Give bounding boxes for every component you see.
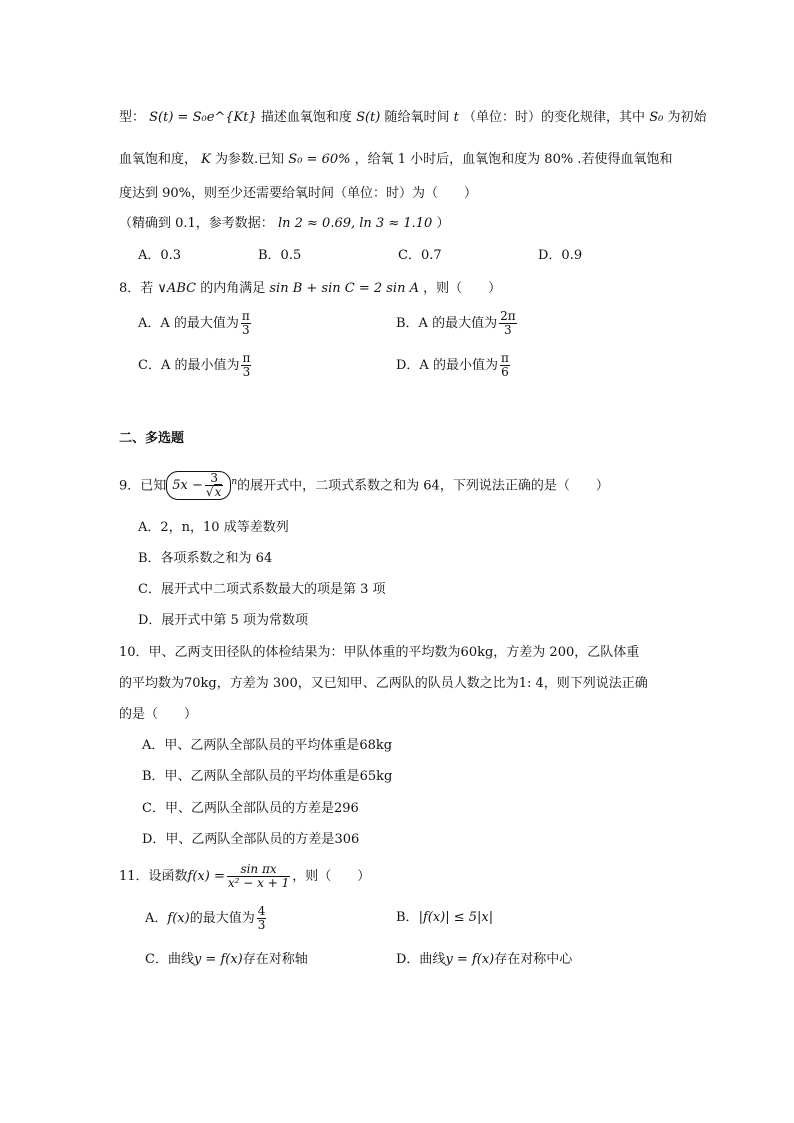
q7-line2-formula: S₀ = 60% (288, 152, 351, 167)
q7-note-b: ） (436, 216, 450, 231)
q10-option-d[interactable] (142, 830, 359, 850)
q8-stem-b: 的内角满足 (200, 281, 266, 296)
q7-line2-80: 80% (544, 152, 574, 167)
q8-option-b-den: 3 (504, 323, 512, 337)
q7-option-d[interactable]: D．0.9 (538, 248, 583, 263)
q10-line1-a: 10．甲、乙两支田径队的体检结果为：甲队体重的平均数为 (119, 645, 461, 660)
q7-line2-a: 血氧饱和度， (119, 152, 198, 167)
q10-option-b-val: 65kg (359, 769, 393, 784)
q8-option-d[interactable] (396, 352, 512, 379)
q11-option-c[interactable] (145, 950, 308, 970)
q11-option-a-fraction (257, 905, 267, 932)
q11-option-d-text: 存在对称中心 (494, 952, 573, 967)
q8-option-a-den: 3 (242, 323, 250, 337)
q11-stem-fx: f(x) = (187, 869, 225, 884)
q7-line1-formula: S(t) = S₀e^{Kt} (149, 110, 257, 125)
q11-option-c-formula: y = f(x) (193, 952, 243, 967)
q8-option-a[interactable] (138, 310, 253, 337)
q9-option-a[interactable]: A．2，n，10 成等差数列 (138, 520, 289, 535)
q8-option-b[interactable] (396, 310, 519, 337)
q10-line2 (119, 674, 648, 694)
q10-option-a[interactable] (142, 736, 392, 756)
q7-line1-st: S(t) (356, 110, 381, 125)
q8-option-a-fraction (241, 310, 251, 337)
q7-line1-a: 型： (119, 110, 146, 125)
q9-expr-exp: n (231, 477, 238, 487)
q9-expression (166, 471, 231, 500)
q7-line2-b: 为参数.已知 (215, 152, 285, 167)
q10-option-a-text: A．甲、乙两队全部队员的平均体重是 (142, 738, 360, 753)
q11-stem-den: x² − x + 1 (227, 876, 290, 890)
q9-option-d[interactable]: D．展开式中第 5 项为常数项 (138, 613, 308, 628)
q10-line2-b: ，方差为 300，又已知甲、乙两队的队员人数之比为 (216, 676, 519, 691)
q8-option-d-fraction (500, 352, 510, 379)
q7-note-formula: ln 2 ≈ 0.69, ln 3 ≈ 1.10 (277, 216, 433, 231)
q8-option-c-num: π (242, 351, 251, 365)
q7-line1 (119, 108, 706, 128)
q9-stem-a: 9．已知 (119, 478, 167, 494)
q8-stem-tri: ∨ABC (157, 281, 197, 296)
q10-option-b-text: B．甲、乙两队全部队员的平均体重是 (142, 769, 360, 784)
q8-option-a-num: π (241, 309, 250, 323)
q8-stem-formula: sin B + sin C = 2 sin A (269, 281, 419, 296)
q7-line2-c: ，给氧 1 小时后，血氧饱和度为 (354, 152, 541, 167)
q7-option-a[interactable]: A．0.3 (138, 248, 182, 263)
q10-line1 (119, 643, 639, 663)
q9-expr-den: x (214, 485, 222, 500)
q10-option-a-val: 68kg (359, 738, 393, 753)
q7-note (119, 214, 449, 234)
q10-option-d-val: 306 (334, 832, 360, 847)
q10-option-c-text: C．甲、乙两队全部队员的方差是 (142, 801, 334, 816)
q7-line1-e: 为初始 (667, 110, 707, 125)
q7-line3: 度达到 90%，则至少还需要给氧时间（单位：时）为（ ） (119, 186, 478, 201)
q11-option-a-pre: A． (145, 911, 168, 926)
q7-line2-k: K (201, 152, 211, 167)
q9-expr-num: 3 (205, 472, 223, 486)
q11-stem-fraction (227, 863, 290, 890)
q8-stem-c: ，则（ ） (423, 281, 502, 296)
q8-stem-a: 8．若 (119, 281, 154, 296)
q11-option-b-formula: |f(x)| ≤ 5|x| (418, 910, 494, 925)
q9-expr-fraction (205, 472, 223, 499)
q9-stem-b: 的展开式中，二项式系数之和为 64，下列说法正确的是（ ） (237, 478, 609, 494)
q11-option-b[interactable] (396, 908, 493, 928)
q11-option-a[interactable] (145, 905, 268, 932)
q11-stem-num: sin πx (227, 863, 290, 877)
q10-line3: 的是（ ） (119, 707, 198, 722)
q8-stem (119, 279, 501, 299)
q8-option-b-fraction (499, 310, 517, 337)
q10-line2-c: ，则下列说法正确 (543, 676, 648, 691)
q7-line1-d: （单位：时）的变化规律，其中 (463, 110, 646, 125)
q10-option-d-text: D．甲、乙两队全部队员的方差是 (142, 832, 335, 847)
q11-option-c-pre: C．曲线 (145, 952, 194, 967)
q11-option-c-text: 存在对称轴 (242, 952, 308, 967)
q11-option-a-den: 3 (257, 918, 266, 932)
q10-line2-ratio: 1: 4 (518, 676, 544, 691)
q11-stem-a: 11．设函数 (119, 869, 188, 884)
q11-option-d-formula: y = f(x) (445, 952, 495, 967)
q11-option-a-fx: f(x) (167, 911, 190, 926)
q10-line1-60: 60kg (460, 645, 494, 660)
q10-option-b[interactable] (142, 767, 392, 787)
q7-line1-t: t (453, 110, 459, 125)
q11-option-a-num: 4 (257, 904, 266, 918)
q10-option-c-val: 296 (333, 801, 359, 816)
q10-option-c[interactable] (142, 799, 359, 819)
q11-option-d-pre: D．曲线 (396, 952, 446, 967)
q9-expr-den-wrap: √x (205, 485, 222, 500)
q11-option-d[interactable] (396, 950, 572, 970)
q7-line1-c: 随给氧时间 (384, 110, 450, 125)
q8-option-c-fraction (241, 352, 251, 379)
q8-option-c-text: C．A 的最小值为 (138, 358, 240, 373)
q8-option-c-den: 3 (242, 365, 251, 379)
q7-line2-d: .若使得血氧饱和 (577, 152, 673, 167)
q10-line1-b: ，方差为 200，乙队体重 (493, 645, 640, 660)
q8-option-d-den: 6 (501, 365, 509, 379)
q8-option-c[interactable] (138, 352, 253, 379)
q8-option-b-num: 2π (500, 309, 516, 323)
q9-stem (119, 464, 609, 504)
q9-option-c[interactable]: C．展开式中二项式系数最大的项是第 3 项 (138, 582, 386, 597)
q7-line1-b: 描述血氧饱和度 (260, 110, 352, 125)
q9-expr-5x: 5x − (172, 478, 203, 494)
q8-option-b-text: B．A 的最大值为 (396, 316, 498, 331)
q7-option-c[interactable]: C．0.7 (398, 248, 442, 263)
q9-option-b[interactable]: B．各项系数之和为 64 (138, 551, 273, 566)
q7-option-b[interactable]: B．0.5 (258, 248, 302, 263)
q8-option-d-text: D．A 的最小值为 (396, 358, 498, 373)
q8-option-a-text: A．A 的最大值为 (138, 316, 239, 331)
q10-line2-a: 的平均数为 (119, 676, 185, 691)
q7-line2 (119, 150, 672, 170)
section-title-multi-choice: 二、多选题 (119, 431, 185, 446)
q10-line2-70: 70kg (184, 676, 217, 691)
q11-stem (119, 862, 370, 892)
q8-option-d-num: π (500, 351, 509, 365)
q7-note-a: （精确到 0.1，参考数据： (119, 216, 274, 231)
q11-option-a-text: 的最大值为 (189, 911, 255, 926)
q11-option-b-pre: B． (396, 910, 419, 925)
q11-stem-b: ，则（ ） (292, 869, 371, 884)
q7-line1-s0: S₀ (649, 110, 664, 125)
